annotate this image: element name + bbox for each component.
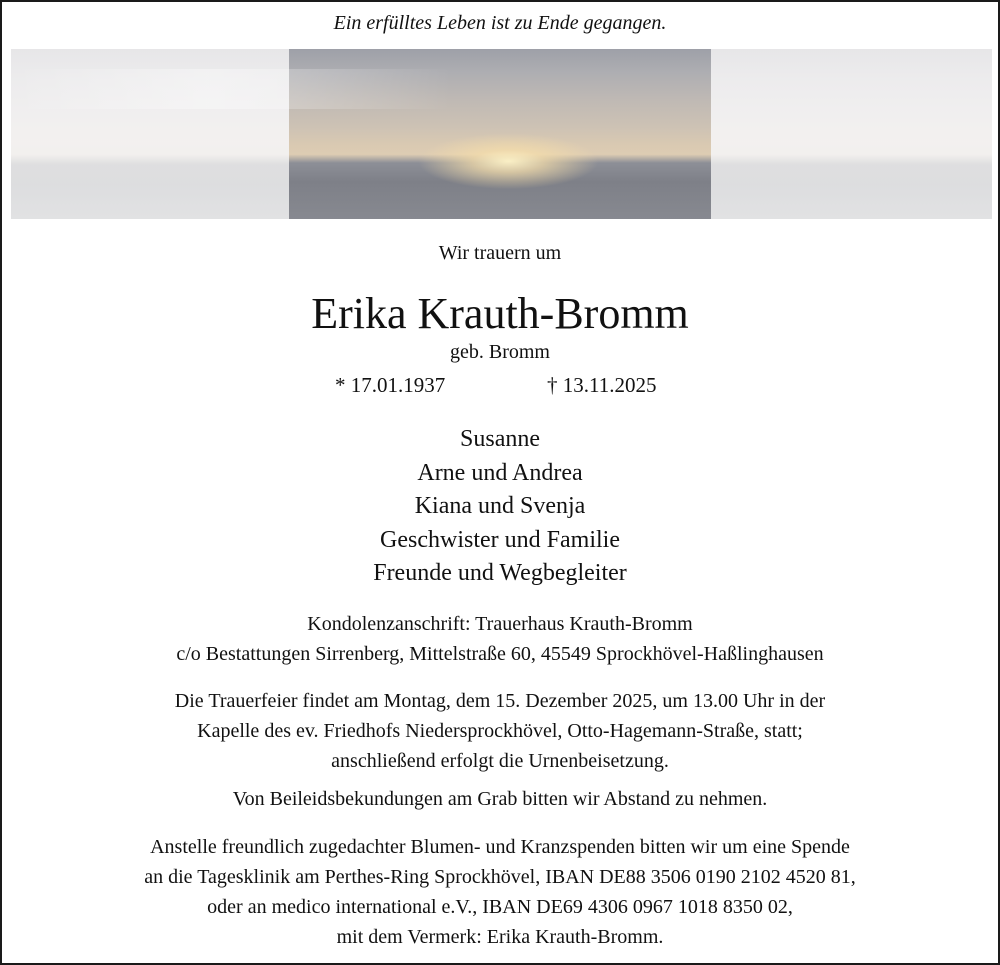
ceremony-line: Die Trauerfeier findet am Montag, dem 15. Dezember 2025, um 13.00 Uhr in der (174, 690, 826, 712)
condolence-address (2, 609, 998, 669)
condolence-request (2, 784, 998, 814)
mourner: Arne und Andrea (417, 459, 583, 486)
intro-text: Wir trauern um (438, 242, 562, 264)
life-dates (2, 373, 998, 399)
donation-line: Anstelle freundlich zugedachter Blumen- und Kranzspenden bitten wir um eine Spende (150, 836, 850, 858)
funeral-ceremony-info (2, 686, 998, 776)
condolence-address-line: c/o Bestattungen Sirrenberg, Mittelstraße 60, 45549 Sprockhövel-Haßlinghausen (176, 643, 824, 665)
mourner: Kiana und Svenja (414, 493, 586, 519)
sunset-sea-banner-image (11, 49, 992, 219)
banner-cloud-sheen (11, 69, 992, 109)
mourners-list (2, 423, 998, 591)
donation-line: an die Tagesklinik am Perthes-Ring Sprockhövel, IBAN DE88 3506 0190 2102 4520 81, (144, 866, 856, 888)
mourner: Geschwister und Familie (380, 526, 620, 553)
condolence-address-line: Kondolenzanschrift: Trauerhaus Krauth-Bromm (307, 613, 693, 635)
death-date: † 13.11.2025 (547, 373, 657, 397)
ceremony-line: anschließend erfolgt die Urnenbeisetzung. (331, 750, 669, 772)
maiden-name: geb. Bromm (450, 341, 550, 363)
donation-info (2, 832, 998, 952)
mourner: Susanne (460, 426, 540, 452)
deceased-name: Erika Krauth-Bromm (311, 289, 689, 338)
mourner: Freunde und Wegbegleiter (373, 560, 627, 586)
ceremony-line: Kapelle des ev. Friedhofs Niedersprockhövel, Otto-Hagemann-Straße, statt; (197, 720, 803, 742)
donation-line: oder an medico international e.V., IBAN DE69 4306 0967 1018 8350 02, (207, 896, 793, 918)
donation-line: mit dem Vermerk: Erika Krauth-Bromm. (336, 926, 664, 948)
request-line: Von Beileidsbekundungen am Grab bitten wir Abstand zu nehmen. (232, 788, 768, 810)
birth-date: * 17.01.1937 (335, 373, 446, 397)
motto: Ein erfülltes Leben ist zu Ende gegangen. (333, 12, 667, 34)
